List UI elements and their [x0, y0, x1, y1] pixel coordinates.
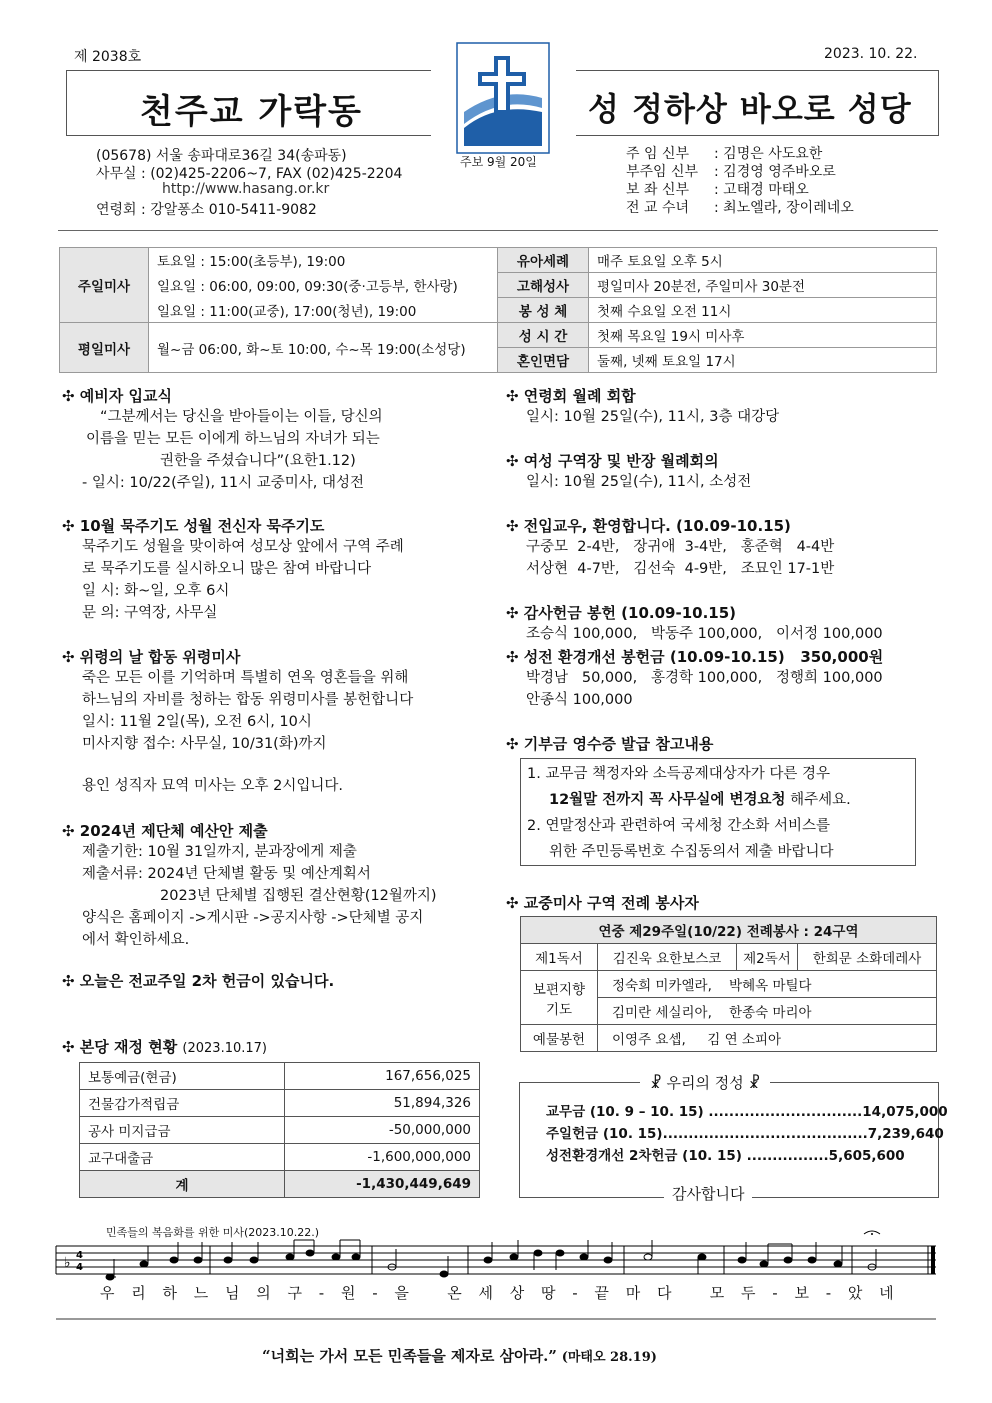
schedule-value: 매주 토요일 오후 5시 [589, 248, 937, 273]
offering-row: 주일헌금 (10. 15)........................................ 7,239,640 [546, 1126, 944, 1142]
prayer-line: 김미란 세실리아, 한종숙 마리아 [598, 998, 937, 1025]
schedule-value: 평일미사 20분전, 주일미사 30분전 [589, 273, 937, 298]
servers-title: ✣ 교중미사 구역 전례 봉사자 [506, 894, 699, 912]
weekday-line: 월~금 06:00, 화~토 10:00, 수~목 19:00(소성당) [149, 323, 498, 373]
section-new-parishioners: ✣ 전입교우, 환영합니다. (10.09-10.15) 구중모 2-4반, 장귀애 3-4반, 홍준혁 4-4반 서상현 4-7반, 김선숙 4-9반, 조묘인 17-1반 [506, 515, 936, 580]
thanks-text: 감사합니다 [664, 1183, 752, 1204]
mission-sunday-notice: ✣ 오늘은 전교주일 2차 헌금이 있습니다. [62, 972, 335, 990]
section-title: ✣ 전입교우, 환영합니다. (10.09-10.15) [506, 517, 791, 535]
section-title: ✣ 연령회 월례 회합 [506, 387, 636, 405]
clergy-row: 보 좌 신부 : 고태경 마태오 [626, 182, 809, 198]
reader1-name: 김진욱 요한보스코 [598, 944, 737, 971]
schedule-table [59, 247, 937, 373]
finance-value: -1,600,000,000 [285, 1144, 480, 1171]
finance-total-label: 계 [80, 1171, 285, 1198]
address: (05678) 서울 송파대로36길 34(송파동) [96, 148, 347, 164]
schedule-label: 혼인면담 [498, 348, 589, 373]
header-divider [58, 230, 938, 231]
schedule-label: 고해성사 [498, 273, 589, 298]
issue-date: 2023. 10. 22. [824, 46, 918, 62]
schedule-label: 봉 성 체 [498, 298, 589, 323]
bulletin-note: 주보 9월 20일 [460, 155, 537, 169]
offering-row: 성전환경개선 2차헌금 (10. 15) ................ 5,605,600 [546, 1148, 905, 1164]
section-title: ✣ 성전 환경개선 봉헌금 (10.09-10.15) 350,000원 [506, 648, 884, 666]
section-title: ✣ 예비자 입교식 [62, 387, 172, 405]
header-left-title: 천주교 가락동 [140, 92, 363, 132]
offerings-rows [546, 1101, 948, 1167]
finance-table [79, 1062, 480, 1198]
svg-text:4: 4 [76, 1262, 83, 1273]
schedule-label: 유아세례 [498, 248, 589, 273]
svg-text:♭: ♭ [64, 1255, 71, 1271]
music-staff-icon [52, 1236, 938, 1288]
offerings-title: ☧ 우리의 정성 ☧ [640, 1072, 770, 1093]
section-women-leaders: ✣ 여성 구역장 및 반장 월례회의 일시: 10월 25일(수), 11시, 소성전 [506, 450, 936, 493]
clergy-row: 주 임 신부 : 김명은 사도요한 [626, 146, 823, 162]
reader2-label: 제2독서 [737, 944, 798, 971]
section-budget: ✣ 2024년 제단체 예산안 제출 제출기한: 10월 31일까지, 분과장에게 제출 제출서류: 2024년 단체별 활동 및 예산계획서 2023년 단체별 집행된 결산현황(12월까지) 양식은 홈페이지 ->게시판 ->공지사항 ->단체별 공지 에서 확인하세요. [62, 820, 492, 951]
finance-total-value: -1,430,449,649 [285, 1171, 480, 1198]
offering-row: 교무금 (10. 9 – 10. 15) .............................. 14,075,000 [546, 1104, 948, 1120]
header-right-title: 성 정하상 바오로 성당 [588, 90, 912, 128]
section-title: ✣ 여성 구역장 및 반장 월례회의 [506, 452, 719, 470]
servers-header: 연중 제29주일(10/22) 전례봉사 : 24구역 [521, 917, 937, 944]
sunday-line: 토요일 : 15:00(초등부), 19:00 [149, 248, 498, 273]
clergy-row: 부주임 신부 : 김경영 영주바오로 [626, 164, 836, 180]
footer-divider [56, 1318, 936, 1320]
prayer-label: 보편지향 기도 [521, 971, 598, 1025]
section-thanks-offering: ✣ 감사헌금 봉헌 (10.09-10.15) 조승식 100,000, 박동주 100,000, 이서정 100,000 [506, 602, 936, 645]
finance-label: 공사 미지급금 [80, 1117, 285, 1144]
servers-table [520, 916, 937, 1052]
footer-quote: “너희는 가서 모든 민족들을 제자로 삼아라.” (마태오 28.19) [262, 1347, 657, 1365]
schedule-label: 성 시 간 [498, 323, 589, 348]
section-federation-meeting: ✣ 연령회 월례 회합 일시: 10월 25일(수), 11시, 3층 대강당 [506, 385, 936, 428]
offering-label: 예물봉헌 [521, 1025, 598, 1052]
reader2-name: 한희문 소화데레사 [798, 944, 937, 971]
clergy-row: 전 교 수녀 : 최노엘라, 장이레네오 [626, 200, 854, 216]
prayer-line: 정숙희 미카엘라, 박혜옥 마틸다 [598, 971, 937, 998]
finance-title: ✣ 본당 재정 현황 (2023.10.17) [62, 1038, 267, 1056]
music-caption: 민족들의 복음화를 위한 미사(2023.10.22.) [106, 1226, 320, 1239]
finance-value: -50,000,000 [285, 1117, 480, 1144]
section-rosary: ✣ 10월 묵주기도 성월 전신자 묵주기도 묵주기도 성월을 맞이하여 성모상 앞에서 구역 주례 로 묵주기도를 실시하오니 많은 참여 바랍니다 일 시: 화~일, 오후 6시 문 의: 구역장, 사무실 [62, 515, 492, 624]
finance-label: 보통예금(현금) [80, 1063, 285, 1090]
schedule-value: 첫째 목요일 19시 미사후 [589, 323, 937, 348]
section-title: ✣ 10월 묵주기도 성월 전신자 묵주기도 [62, 517, 325, 535]
federation-contact: 연령회 : 강알퐁소 010-5411-9082 [96, 202, 317, 218]
reader1-label: 제1독서 [521, 944, 598, 971]
finance-label: 교구대출금 [80, 1144, 285, 1171]
section-title: ✣ 위령의 날 합동 위령미사 [62, 648, 241, 666]
section-title: ✣ 감사헌금 봉헌 (10.09-10.15) [506, 604, 737, 622]
section-renovation-offering: ✣ 성전 환경개선 봉헌금 (10.09-10.15) 350,000원 박경남 50,000, 홍경학 100,000, 정행희 100,000 안종식 100,000 [506, 646, 936, 711]
svg-text:4: 4 [76, 1250, 83, 1261]
website-link[interactable]: http://www.hasang.or.kr [162, 181, 330, 197]
issue-number: 제 2038호 [74, 49, 142, 65]
finance-value: 167,656,025 [285, 1063, 480, 1090]
weekday-mass-label: 평일미사 [60, 323, 149, 373]
section-catechumen: ✣ 예비자 입교식 “그분께서는 당신을 받아들이는 이들, 당신의 이름을 믿는 모든 이에게 하느님의 자녀가 되는 권한을 주셨습니다”(요한1.12) - 일시: 10/22(주일), 11시 교중미사, 대성전 [62, 385, 492, 494]
receipt-box: 1. 교무금 책정자와 소득공제대상자가 다른 경우 12월말 전까지 꼭 사무실에 변경요청 해주세요. 2. 연말정산과 관련하여 국세청 간소화 서비스를 위한 주민등록번호 수집동의서 제출 바랍니다 [520, 758, 916, 866]
section-memorial-mass: ✣ 위령의 날 합동 위령미사 죽은 모든 이를 기억하며 특별히 연옥 영혼들을 위해 하느님의 자비를 청하는 합동 위령미사를 봉헌합니다 일시: 11월 2일(목), 오전 6시, 10시 미사지향 접수: 사무실, 10/31(화)까지 용인 성직자 묘역 미사는 오후 2시입니다. [62, 646, 492, 797]
sunday-line: 일요일 : 11:00(교중), 17:00(청년), 19:00 [149, 298, 498, 323]
finance-label: 건물감가적립금 [80, 1090, 285, 1117]
sunday-line: 일요일 : 06:00, 09:00, 09:30(중·고등부, 한사랑) [149, 273, 498, 298]
section-title: ✣ 2024년 제단체 예산안 제출 [62, 822, 268, 840]
finance-value: 51,894,326 [285, 1090, 480, 1117]
receipt-title: ✣ 기부금 영수증 발급 참고내용 [506, 735, 714, 753]
cross-logo-icon [456, 42, 550, 154]
offering-names: 이영주 요셉, 김 연 소피아 [598, 1025, 937, 1052]
sunday-mass-label: 주일미사 [60, 248, 149, 323]
schedule-value: 첫째 수요일 오전 11시 [589, 298, 937, 323]
music-lyrics: 우 리 하 느 님 의 구 - 원 - 을 온 세 상 땅 - 끝 마 다 모 두 - 보 - 았 네 [100, 1284, 900, 1302]
office-phone: 사무실 : (02)425-2206~7, FAX (02)425-2204 [96, 166, 403, 182]
clergy-list [626, 145, 854, 217]
schedule-value: 둘째, 넷째 토요일 17시 [589, 348, 937, 373]
parish-logo [456, 42, 550, 154]
